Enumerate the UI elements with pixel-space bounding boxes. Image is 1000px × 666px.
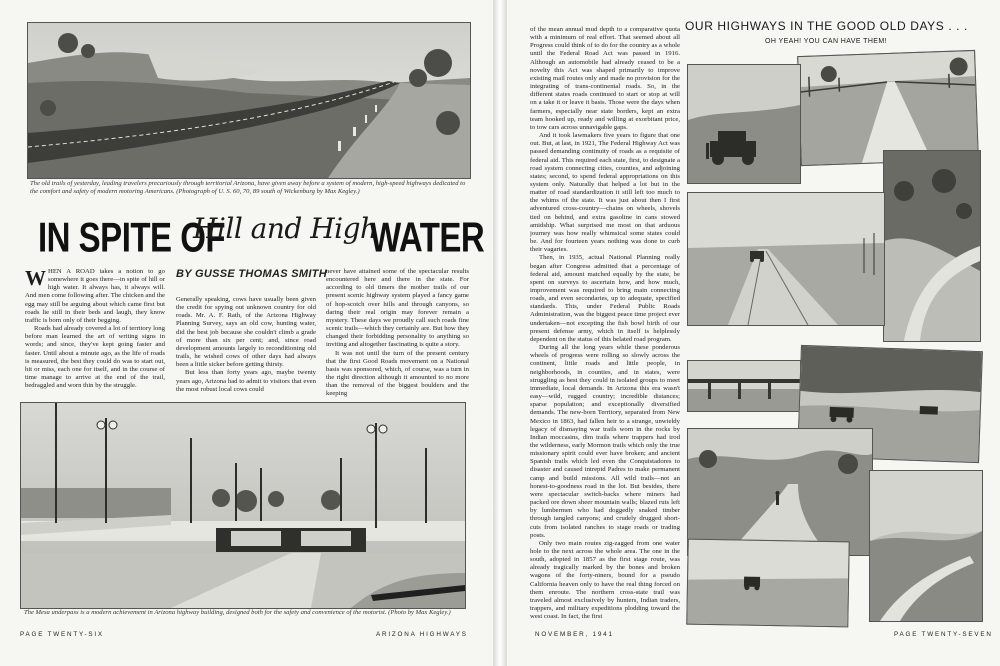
headline-part-2: WATER: [370, 214, 485, 261]
column-1-paragraph-2: Roads had already covered a lot of territory long before man learned the art of writing signs in words; and since, they've kept going faster and faster. Until about a minute ago, as the life of roads is measured, the best they could do was to start out, hit or miss, each one for itself, and in the course of time manage to arrive at the end of the trail, bedraggled and worn thin by the struggle.: [25, 325, 165, 390]
drop-cap: W: [25, 268, 46, 290]
early-car-desert-photo: [687, 64, 801, 184]
column-2-paragraph-1: Generally speaking, cows have usually been given the credit for spying out unknown country for old roads. Mr. A. F. Rath, of the Arizona Highway Planning Survey, says an old cow, hunting water, did the best job because she couldn't climb a grade of more than six per cent; and, since road development amounts largely to reconditioning old trails, he wished cows of other days had always been a little sicker before getting thirsty.: [176, 296, 316, 369]
section-title: OUR HIGHWAYS IN THE GOOD OLD DAYS . . .: [685, 19, 968, 33]
column-2-paragraph-2: But less than forty years ago, maybe twenty years ago, Arizona had to admit to visitors that even the most robust local cows could: [176, 369, 316, 393]
canyon-road-photo: [869, 470, 983, 622]
headline-script: Hill and High: [193, 212, 378, 245]
bottom-photo-caption: The Mesa underpass is a modern achievement in Arizona highway building, designed both for the safety and convenience of the motorist. (Photo by Max Kegley.): [24, 609, 451, 616]
right-paragraph-3: Then, in 1935, actual National Planning really began after Congress admitted that a percentage of federal aid, amount matched equally by the state, be spent on surveys to ascertain how, and how much, improvement was required to bring main connecting roads, and even secondaries, up to adequate, specified standards. This, under Federal Public Roads Administration, was the biggest peace time project ever undertaken—not excepting the fish bowl birth of our present defense army, which in itself is helplessly dependent on the status of this belated road program.: [530, 254, 680, 343]
right-paragraph-1: of the mean annual mud depth to a comparative quota with a minimum of real effort. That seemed about all Progress could think of to do for the country as a whole until the Federal Road Act was passed in 1916. Although an automobile had already ceased to be a novelty this Act was shaped primarily to improve existing mail routes only and made no provision for the integrating of trans-continental roads. So, in the different states roads continued to start or stop at will on a take it or leave it basis. Those were the days when farmers, especially near state borders, kept an extra team hooked up, ready and willing at exorbitant price, to tow cars across unnavigable gaps.: [530, 26, 680, 131]
dirt-road-with-car-photo: [687, 192, 885, 326]
issue-date: NOVEMBER, 1941: [535, 631, 614, 638]
top-photo-caption: The old trails of yesterday, leading travelers precariously through territorial Arizona, have given away before a system of modern, high-speed highways dedicated to the comfort and safety of modern motoring Americans. (Photograph of U. S. 60, 70, 89 south of Wickenburg by Max Kegley.): [30, 180, 466, 195]
right-paragraph-4: During all the long years while these ponderous wheels of progress were rolling so slowly across the continent, little roads and little people, in neighborhoods, in counties, and in states, were struggling as best they could in isolated groups to meet immediate, local demands. In Arizona this era wasn't easy—wild, rugged country; incredible distances; sparse population; and exceptionally diversified demands. The new-born Territory, separated from New Mexico in 1863, had fallen heir to a strange, unwieldy legacy of dismaying war trails worn in the rocks by Indian moccasins, dim trails where trappers had trod the wilderness, early Mormon trails which only the true missionary spirit could ever have broken; and ancient Spanish trails which led even the Conquistadores to disaster and caused intrepid Padres to make permanent camp and build missions. All wild trails—not an honest-to-goodness road in the lot. But besides, there were spectacular switch-backs where miners had packed ore down sheer mountain walls; blazed ruts left by lumbermen who had doggedly snaked timber through tangled canyons; and crudely drugged short-cuts from isolated ranches to stage roads or trading posts.: [530, 344, 680, 539]
right-page: [507, 0, 1000, 666]
highway-photo-wickenburg: [27, 22, 471, 179]
right-text-column: [530, 26, 680, 626]
right-paragraph-5: Only two main routes zig-zagged from one water hole to the next across the whole area. The one in the south, adopted in 1857 as the first stage route, was already tragically marked by the bones and broken wagons of the forty-niners, bound for a pseudo California heaven only to have the real thing forced on them enroute. The northern cross-state trail was traveled almost exclusively by hunters, Indian traders, trappers, and military expeditions plodding toward the west coast. In fact, the first: [530, 539, 680, 621]
byline: BY GUSSE THOMAS SMITH: [176, 268, 327, 280]
article-column-3: [326, 268, 469, 398]
desert-car-photo: [686, 539, 849, 628]
column-3-paragraph-2: It was not until the turn of the present century that the first Good Roads movement on a National basis was sponsored, which, of course, was a turn in the right direction although it amounted to no more than the removal of the biggest boulders and the keeping: [326, 349, 469, 398]
mesa-underpass-photo: [20, 402, 466, 609]
article-column-1: [25, 268, 165, 398]
column-3-paragraph-1: never have attained some of the spectacular results encountered here and there in the state. For according to old timers the mother trails of our present scenic highway system played a fancy game of hop-scotch over hills and through canyons, so daring their real origin may forever remain a mystery. These days we proudly call such roads fine scenic trails—which they certainly are. But how they changed their forbidding personality to anything so inviting and altogether fascinating is quite a story.: [326, 268, 469, 349]
article-column-2: [176, 296, 316, 398]
magazine-name: ARIZONA HIGHWAYS: [376, 631, 468, 638]
article-headline: [38, 208, 485, 268]
left-page: [0, 0, 493, 666]
headline-part-1: IN SPITE OF: [38, 214, 226, 261]
left-page-number: PAGE TWENTY-SIX: [20, 631, 104, 638]
old-bridge-river-photo: [687, 360, 801, 412]
old-bridge-photo: [797, 50, 979, 166]
right-paragraph-2: And it took lawmakers five years to figure that one out. But, at last, in 1921, The Federal Highway Act was passed demanding continuity of roads as a requisite of federal aid. This required each state, first, to designate a road system connecting cities, counties, and adjoining states; second, to spend federal appropriations on this system only. Naturally that helped a lot but in the matter of road standardization it still left too much to the whims of the state. It was just about then I first adventured cross-country—chains on wheels, shovels tied on behind, and extra gasoline in cans stowed amidship. What surprised me most on that arduous journey was how really whimsical some states could be. And for fourteen years nothing was done to curb their vagaries.: [530, 132, 680, 254]
right-page-number: PAGE TWENTY-SEVEN: [894, 631, 993, 638]
man-on-trail-photo: [687, 428, 873, 556]
column-1-paragraph-1: HEN A ROAD takes a notion to go somewhere it goes there—in spite of hill or high water. It always has, it always will. And men come following after. The chicken and the egg may still be arguing about which came first but roads lie still in their beds and laugh, they know traffic is born only of their begging.: [25, 268, 165, 324]
section-subtitle: OH YEAH! YOU CAN HAVE THEM!: [765, 38, 887, 45]
mountain-road-photo: [883, 150, 981, 342]
page-gutter: [493, 0, 507, 666]
